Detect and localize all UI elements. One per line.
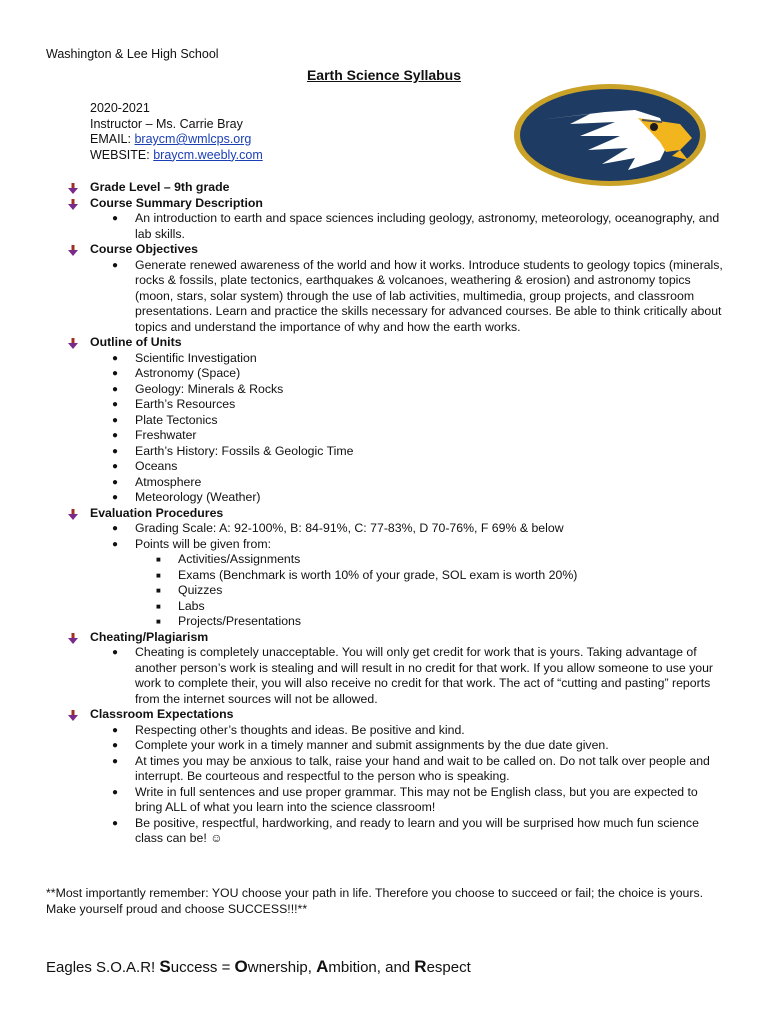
- website-line: [90, 148, 263, 164]
- email-line: [90, 132, 263, 148]
- list-item: ● Earth’s Resources: [112, 397, 236, 411]
- arrow-bullet-icon: [68, 707, 90, 721]
- list-item: ■ Activities/Assignments: [156, 552, 301, 566]
- list-item: ● Write in full sentences and use proper grammar. This may not be English class, but you are expected to bring ALL of what you learn into the science classroom!: [112, 784, 698, 814]
- objectives-item: ● Generate renewed awareness of the world and how it works. Introduce students to geology topics (minerals, rocks & fossils, plate tectonics, earthquakes & volcanoes, weathering & erosion) and astronomy topics (moon, stars, solar system) through the use of lab activities, multimedia, group projects, and classroom presentations. Learn and practice the skills necessary for advanced courses. Be able to think critically about topics and understand the importance of why and how the earth works.: [112, 257, 723, 334]
- website-link[interactable]: braycm.weebly.com: [153, 147, 263, 162]
- objectives-title: Course Objectives: [90, 242, 198, 256]
- instructor-info: [90, 101, 263, 163]
- section-objectives: [68, 242, 728, 258]
- list-item: ● Respecting other’s thoughts and ideas. Be positive and kind.: [112, 722, 465, 737]
- section-expectations: [68, 707, 728, 723]
- grade-level: Grade Level – 9th grade: [90, 180, 230, 194]
- arrow-bullet-icon: [68, 630, 90, 644]
- list-item: ● Plate Tectonics: [112, 412, 218, 427]
- page-title: Earth Science Syllabus: [306, 67, 462, 83]
- section-grade: [68, 180, 728, 196]
- section-evaluation: [68, 506, 728, 522]
- syllabus-body: [68, 180, 728, 847]
- summary-title: Course Summary Description: [90, 195, 263, 210]
- school-year: 2020-2021: [90, 101, 150, 115]
- list-item: ● Oceans: [112, 459, 178, 473]
- list-item: ● Earth’s History: Fossils & Geologic Time: [112, 443, 354, 458]
- section-units: [68, 335, 728, 351]
- list-item: ■ Labs: [156, 598, 205, 613]
- evaluation-title: Evaluation Procedures: [90, 505, 224, 520]
- eagle-logo-icon: [510, 80, 710, 190]
- email-label: EMAIL:: [90, 132, 131, 146]
- list-item: ■ Exams (Benchmark is worth 10% of your grade, SOL exam is worth 20%): [156, 567, 578, 582]
- list-item: ● Complete your work in a timely manner and submit assignments by the due date given.: [112, 738, 609, 752]
- list-item: ● At times you may be anxious to talk, raise your hand and wait to be called on. Do not talk over people and interrupt. Be courteous and respectful to the person who is speaking.: [112, 753, 710, 783]
- summary-item: ● An introduction to earth and space sciences including geology, astronomy, meteorology, oceanography, and lab skills.: [112, 211, 720, 241]
- soar-prefix: Eagles S.O.A.R!: [46, 959, 160, 976]
- cheating-title: Cheating/Plagiarism: [90, 629, 209, 644]
- section-cheating: [68, 630, 728, 646]
- arrow-bullet-icon: [68, 196, 90, 210]
- list-item: ● Meteorology (Weather): [112, 490, 261, 504]
- arrow-bullet-icon: [68, 335, 90, 349]
- cheating-item: ● Cheating is completely unacceptable. You will only get credit for work that is yours. Taking advantage of another person’s work is stealing and will result in no credit for that work. If you allow someone to use your work to complete their, you will also receive no credit for that work. The act of “cutting and pasting” reports from the internet sources will not be allowed.: [112, 645, 714, 706]
- email-link[interactable]: braycm@wmlcps.org: [134, 132, 252, 146]
- school-name: Washington & Lee High School: [46, 47, 219, 61]
- arrow-bullet-icon: [68, 242, 90, 256]
- website-label: WEBSITE:: [90, 147, 150, 162]
- list-item: ● Atmosphere: [112, 474, 202, 489]
- units-title: Outline of Units: [90, 335, 182, 349]
- arrow-bullet-icon: [68, 506, 90, 520]
- soar-motto: Eagles S.O.A.R! Success = Ownership, Ambition, and Respect: [46, 957, 471, 976]
- arrow-bullet-icon: [68, 180, 90, 194]
- list-item: ● Be positive, respectful, hardworking, and ready to learn and you will be surprised how much fun science class can be! ☺: [112, 815, 699, 845]
- list-item: ● Geology: Minerals & Rocks: [112, 381, 284, 396]
- instructor-name: Instructor – Ms. Carrie Bray: [90, 116, 243, 131]
- grading-scale: ● Grading Scale: A: 92-100%, B: 84-91%, C: 77-83%, D 70-76%, F 69% & below: [112, 521, 564, 535]
- list-item: ● Astronomy (Space): [112, 366, 241, 380]
- list-item: ■ Projects/Presentations: [156, 614, 302, 628]
- closing-remember: **Most importantly remember: YOU choose your path in life. Therefore you choose to succeed or fail; the choice is yours. Make yourself proud and choose SUCCESS!!!**: [46, 886, 704, 916]
- list-item: ● Freshwater: [112, 428, 197, 442]
- list-item: ● Scientific Investigation: [112, 350, 257, 365]
- list-item: ■ Quizzes: [156, 583, 223, 597]
- expectations-title: Classroom Expectations: [90, 707, 234, 721]
- points-intro: ● Points will be given from:: [112, 536, 272, 551]
- section-summary: [68, 196, 728, 212]
